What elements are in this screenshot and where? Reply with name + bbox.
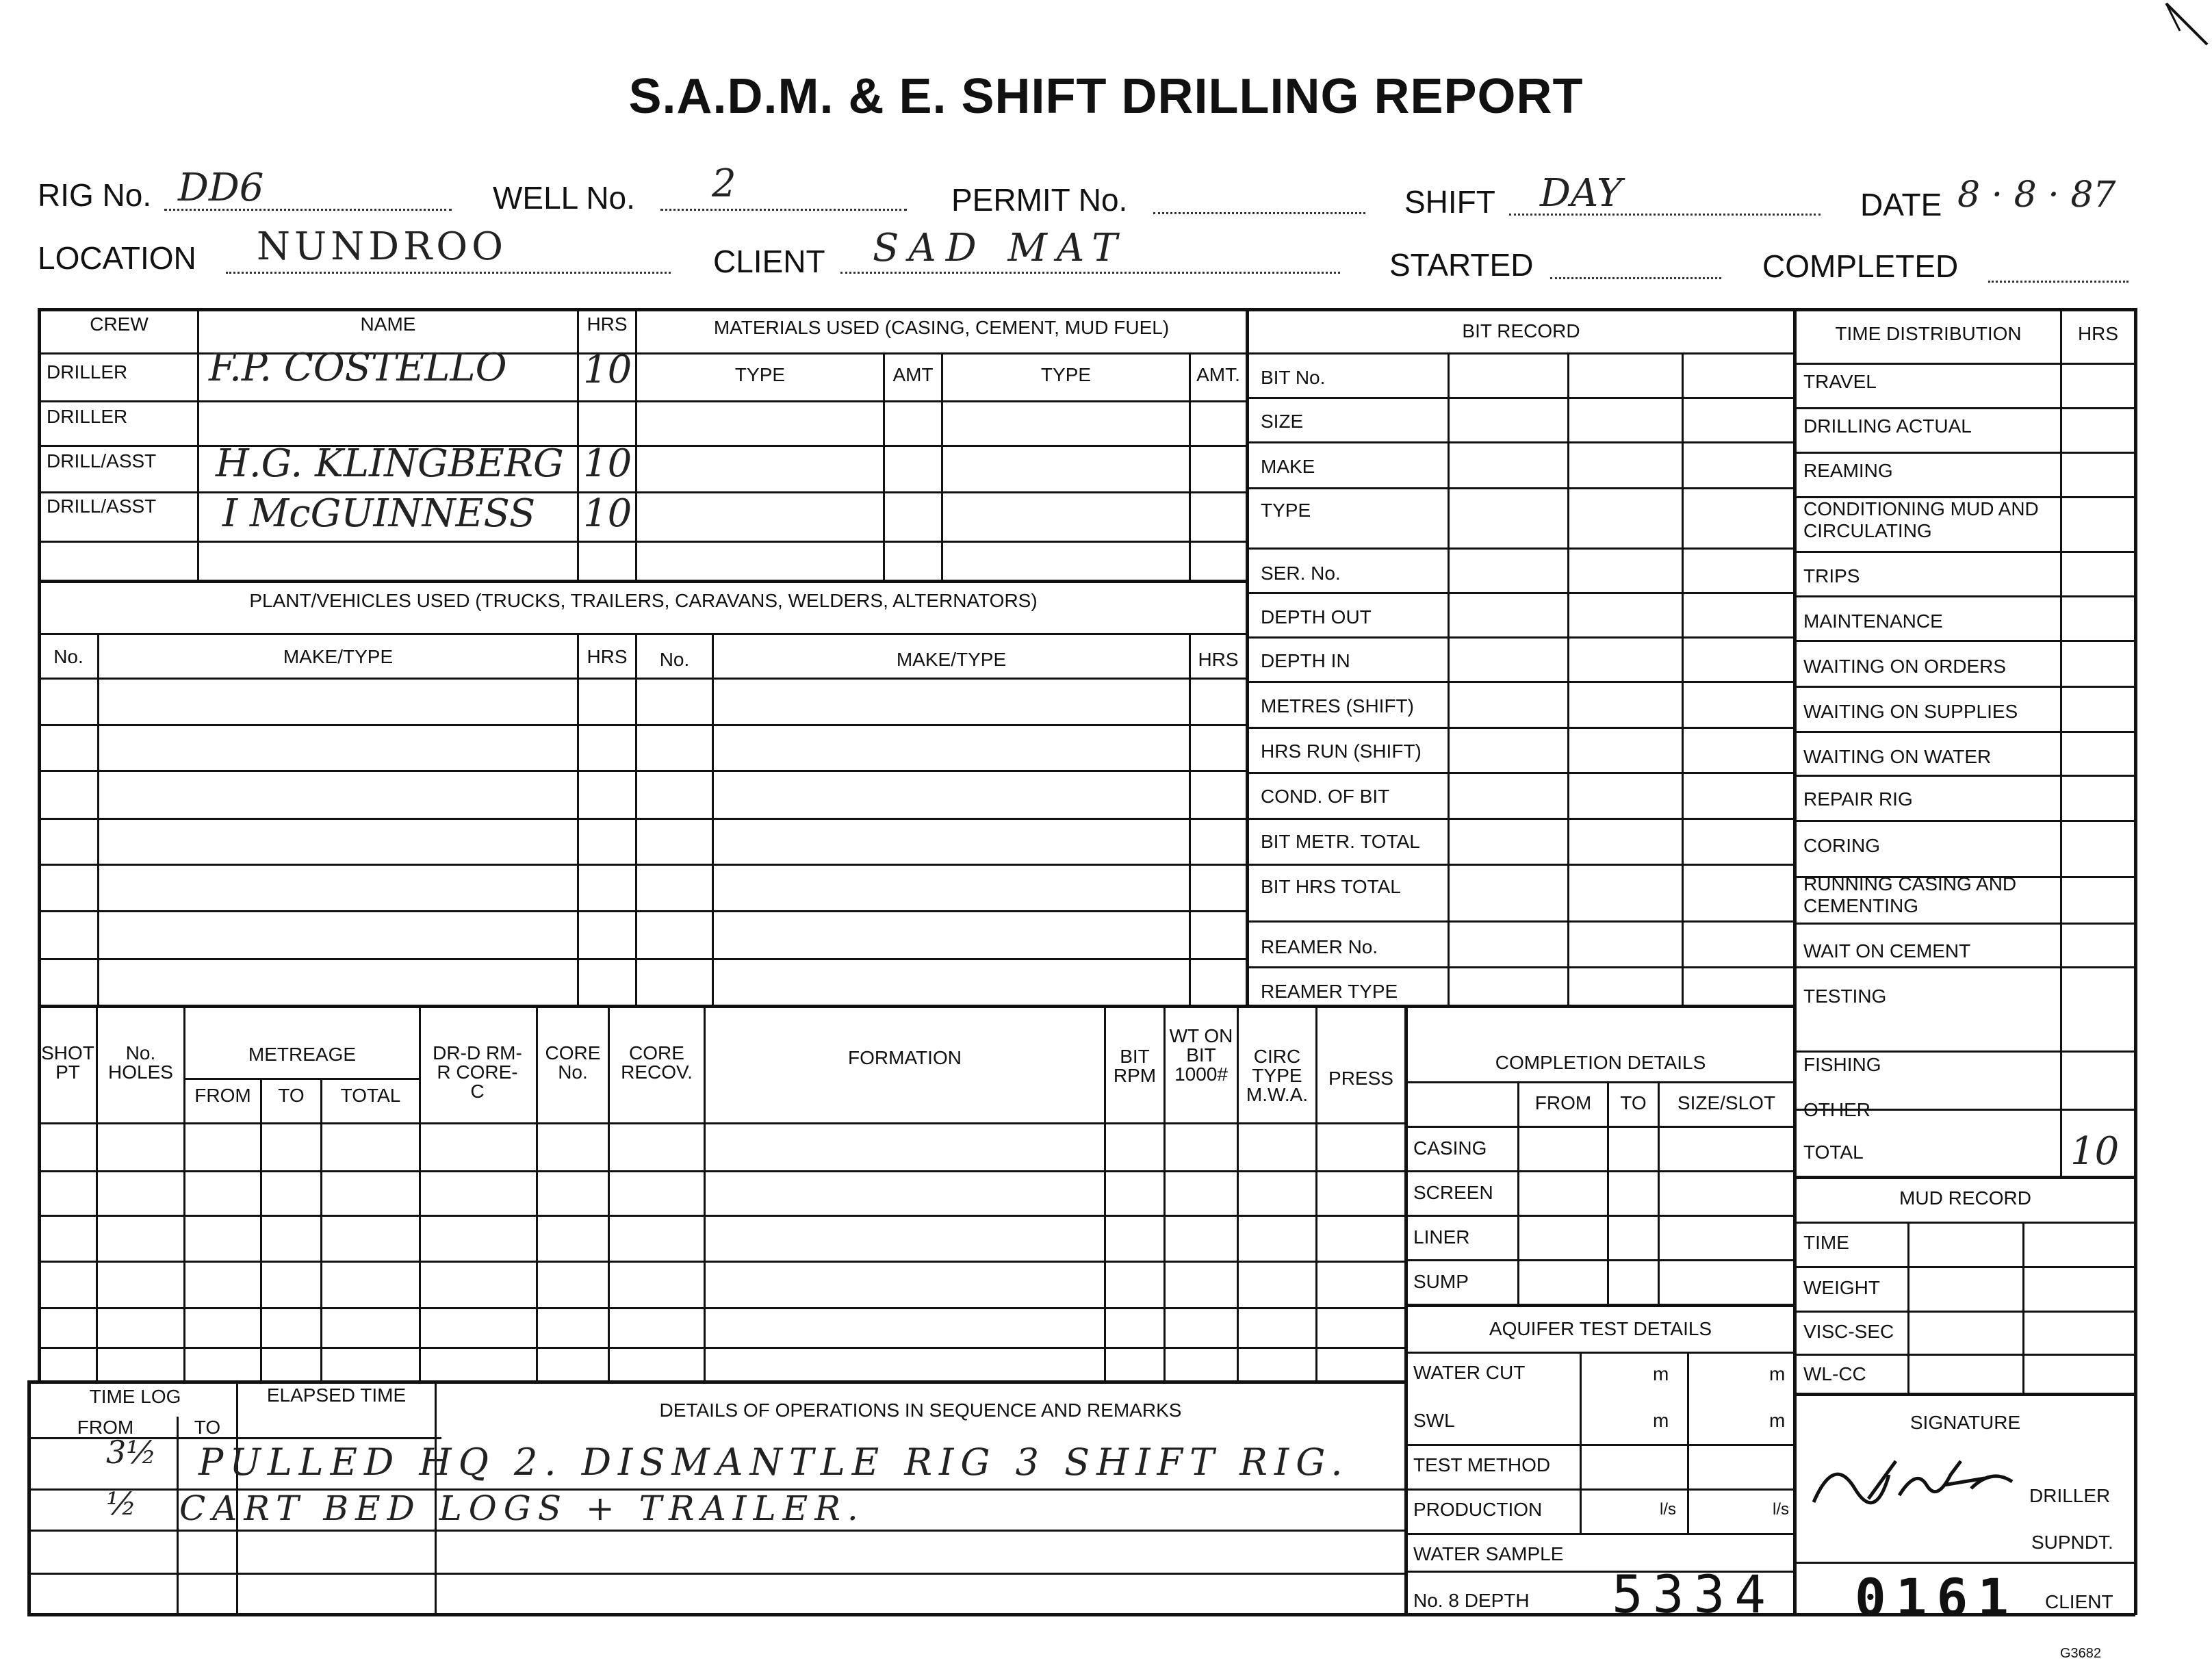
aquifer-water-cut-unit2: m — [1769, 1363, 1786, 1384]
td-total-value[interactable]: 10 — [2070, 1129, 2120, 1174]
aquifer-swl: SWL — [1413, 1410, 1455, 1431]
bit-record-header: BIT RECORD — [1462, 320, 1580, 341]
bit-row-reamer-no: REAMER No. — [1261, 936, 1378, 957]
divider-materials-bit — [1246, 308, 1249, 1006]
completion-from: FROM — [1534, 1092, 1592, 1113]
crew-hrs-3[interactable]: 10 — [583, 441, 632, 486]
started-line — [1550, 277, 1721, 279]
crew-name-4[interactable]: I McGUINNESS — [222, 491, 536, 536]
plant-make-col: MAKE/TYPE — [283, 646, 394, 667]
frame-left — [38, 308, 41, 1382]
bit-row-depth-out: DEPTH OUT — [1261, 606, 1372, 628]
aquifer-no8-depth: No. 8 DEPTH — [1413, 1590, 1530, 1611]
plant-hrs2-col: HRS — [1198, 649, 1239, 670]
timelog-text-2[interactable]: CART BED LOGS + TRAILER. — [179, 1488, 865, 1528]
bit-row-hrs-run: HRS RUN (SHIFT) — [1261, 740, 1422, 762]
break-crew-plant — [38, 580, 1248, 583]
mud-record-header: MUD RECORD — [1899, 1187, 2031, 1209]
client-label: CLIENT — [713, 244, 825, 279]
shift-label: SHIFT — [1404, 184, 1495, 220]
timelog-from: FROM — [77, 1417, 134, 1438]
materials-type2-col: TYPE — [1040, 364, 1092, 385]
shift-value[interactable]: DAY — [1540, 171, 1623, 216]
td-repair-rig: REPAIR RIG — [1803, 788, 1913, 810]
completion-to: TO — [1620, 1092, 1647, 1113]
bit-row-depth-in: DEPTH IN — [1261, 650, 1350, 671]
crew-col-header: CREW — [90, 313, 149, 335]
break-plant-drilling — [38, 1005, 1797, 1008]
frame-top — [38, 308, 2135, 311]
drill-formation: FORMATION — [848, 1047, 962, 1068]
break-drilling-timelog — [27, 1380, 1406, 1384]
crew-role-3: DRILL/ASST — [47, 450, 157, 472]
completion-screen: SCREEN — [1413, 1182, 1493, 1203]
drill-circ-type: CIRC TYPE M.W.A. — [1246, 1046, 1309, 1105]
plant-no-col: No. — [53, 646, 83, 667]
materials-type-col: TYPE — [734, 364, 786, 385]
aquifer-production: PRODUCTION — [1413, 1499, 1543, 1520]
location-label: LOCATION — [38, 240, 196, 276]
aquifer-header: AQUIFER TEST DETAILS — [1489, 1318, 1712, 1339]
time-dist-hrs-col: HRS — [2077, 323, 2119, 344]
crew-name-1[interactable]: F.P. COSTELLO — [209, 346, 507, 390]
td-reaming: REAMING — [1803, 460, 1893, 481]
time-dist-header: TIME DISTRIBUTION — [1835, 323, 2022, 344]
permit-label: PERMIT No. — [951, 182, 1128, 218]
timelog-elapsed-1[interactable]: 3½ — [106, 1434, 157, 1471]
crew-role-2: DRILLER — [47, 406, 128, 427]
completion-header: COMPLETION DETAILS — [1495, 1052, 1706, 1073]
rig-value[interactable]: DD6 — [178, 166, 264, 210]
td-testing: TESTING — [1803, 985, 1887, 1007]
aquifer-water-sample: WATER SAMPLE — [1413, 1543, 1564, 1564]
signature-header: SIGNATURE — [1909, 1412, 2021, 1433]
rig-label: RIG No. — [38, 177, 152, 213]
td-wait-cement: WAIT ON CEMENT — [1803, 940, 1971, 962]
stamp-number: 5334 — [1612, 1564, 1776, 1625]
materials-amt2-col: AMT. — [1196, 364, 1240, 385]
materials-amt-col: AMT — [892, 364, 934, 385]
well-label: WELL No. — [493, 180, 635, 216]
drill-bit-rpm: BIT RPM — [1113, 1046, 1157, 1086]
client-line — [840, 272, 1340, 274]
td-conditioning: CONDITIONING MUD AND CIRCULATING — [1803, 498, 2039, 541]
aquifer-swl-unit2: m — [1769, 1410, 1786, 1431]
aquifer-water-cut-unit1: m — [1653, 1363, 1669, 1384]
crew-hrs-col-header: HRS — [587, 313, 628, 335]
frame-right — [2134, 308, 2137, 1615]
td-waiting-orders: WAITING ON ORDERS — [1803, 656, 2007, 677]
drill-from: FROM — [194, 1085, 251, 1106]
name-col-header: NAME — [360, 313, 416, 335]
frame-bottom — [27, 1613, 2135, 1616]
permit-line — [1153, 212, 1365, 214]
drill-no-holes: No. HOLES — [108, 1042, 173, 1083]
td-total-label: TOTAL — [1803, 1142, 1864, 1163]
drill-wt-on-bit: WT ON BIT 1000# — [1169, 1025, 1233, 1085]
crew-hrs-4[interactable]: 10 — [583, 491, 632, 536]
plant-header: PLANT/VEHICLES USED (TRUCKS, TRAILERS, CARAVANS, WELDERS, ALTERNATORS) — [249, 590, 1038, 611]
started-label: STARTED — [1389, 247, 1534, 283]
td-waiting-supplies: WAITING ON SUPPLIES — [1803, 701, 2018, 722]
aquifer-water-cut: WATER CUT — [1413, 1362, 1526, 1383]
bit-row-metres-shift: METRES (SHIFT) — [1261, 695, 1414, 717]
timelog-text-1[interactable]: PULLED HQ 2. DISMANTLE RIG 3 SHIFT RIG. — [198, 1441, 1350, 1484]
signature-supndt-label: SUPNDT. — [2031, 1532, 2113, 1553]
timelog-to: TO — [194, 1417, 221, 1438]
mud-time: TIME — [1803, 1232, 1849, 1253]
client-number: 0161 — [1855, 1567, 2019, 1628]
form-code: G3682 — [2060, 1646, 2102, 1661]
completion-size-slot: SIZE/SLOT — [1677, 1092, 1776, 1113]
aquifer-production-unit2: l/s — [1773, 1500, 1789, 1519]
completion-casing: CASING — [1413, 1137, 1487, 1159]
completion-sump: SUMP — [1413, 1271, 1469, 1292]
crew-role-4: DRILL/ASST — [47, 495, 157, 517]
td-drilling-actual: DRILLING ACTUAL — [1803, 415, 1972, 437]
signature-driller-label: DRILLER — [2029, 1485, 2111, 1506]
frame-left-lower — [27, 1382, 31, 1615]
td-maintenance: MAINTENANCE — [1803, 610, 1943, 632]
drill-press: PRESS — [1328, 1068, 1393, 1089]
timelog-header: TIME LOG — [89, 1386, 181, 1407]
plant-no2-col: No. — [659, 649, 690, 670]
plant-hrs-col: HRS — [587, 646, 628, 667]
completed-label: COMPLETED — [1762, 248, 1959, 284]
bit-row-bit-no: BIT No. — [1261, 367, 1326, 388]
aquifer-swl-unit1: m — [1653, 1410, 1669, 1431]
bit-row-reamer-type: REAMER TYPE — [1261, 981, 1398, 1002]
crew-role-1: DRILLER — [47, 361, 128, 383]
bit-row-type: TYPE — [1261, 500, 1311, 521]
drill-core-no: CORE No. — [545, 1042, 601, 1083]
timelog-details-header: DETAILS OF OPERATIONS IN SEQUENCE AND REMARKS — [659, 1400, 1182, 1421]
td-waiting-water: WAITING ON WATER — [1803, 746, 1992, 767]
corner-mark — [2163, 0, 2211, 48]
mud-visc: VISC-SEC — [1803, 1321, 1894, 1342]
td-coring: CORING — [1803, 835, 1880, 856]
date-value[interactable]: 8 · 8 · 87 — [1957, 175, 2116, 216]
td-trips: TRIPS — [1803, 565, 1860, 586]
timelog-elapsed-2[interactable]: ½ — [106, 1485, 137, 1522]
well-value[interactable]: 2 — [712, 162, 736, 206]
client-value[interactable]: SAD MAT — [873, 226, 1127, 270]
crew-hrs-1[interactable]: 10 — [583, 348, 632, 392]
driller-signature — [1807, 1447, 2026, 1516]
completed-line — [1988, 281, 2129, 283]
drill-metreage: METREAGE — [248, 1044, 357, 1065]
bit-row-metr-total: BIT METR. TOTAL — [1261, 831, 1420, 852]
materials-header: MATERIALS USED (CASING, CEMENT, MUD FUEL) — [713, 317, 1170, 338]
crew-name-3[interactable]: H.G. KLINGBERG — [216, 441, 564, 486]
location-value[interactable]: NUNDROO — [257, 224, 508, 269]
bit-row-cond: COND. OF BIT — [1261, 786, 1390, 807]
td-running-casing: RUNNING CASING AND CEMENTING — [1803, 873, 2017, 916]
drill-shot-pt: SHOT PT — [41, 1042, 94, 1083]
td-other: OTHER — [1803, 1099, 1870, 1120]
mud-weight: WEIGHT — [1803, 1277, 1880, 1298]
bit-row-ser-no: SER. No. — [1261, 563, 1341, 584]
td-fishing: FISHING — [1803, 1054, 1881, 1075]
drill-drd: DR-D RM-R CORE-C — [433, 1042, 522, 1102]
mud-wl: WL-CC — [1803, 1363, 1866, 1384]
aquifer-test-method: TEST METHOD — [1413, 1454, 1551, 1475]
plant-make2-col: MAKE/TYPE — [896, 649, 1007, 670]
bit-row-size: SIZE — [1261, 411, 1304, 432]
divider-drill-completion — [1404, 1006, 1408, 1615]
report-title: S.A.D.M. & E. SHIFT DRILLING REPORT — [628, 69, 1584, 124]
well-line — [660, 209, 907, 211]
location-line — [226, 272, 671, 274]
completion-liner: LINER — [1413, 1226, 1470, 1248]
signature-client-label: CLIENT — [2045, 1591, 2113, 1612]
timelog-elapsed: ELAPSED TIME — [266, 1384, 407, 1406]
td-travel: TRAVEL — [1803, 371, 1877, 392]
bit-row-hrs-total: BIT HRS TOTAL — [1261, 876, 1401, 897]
date-label: DATE — [1860, 187, 1942, 222]
bit-row-make: MAKE — [1261, 456, 1315, 477]
drill-to: TO — [278, 1085, 305, 1106]
drill-core-recov: CORE RECOV. — [621, 1042, 693, 1083]
drill-total: TOTAL — [340, 1085, 401, 1106]
aquifer-production-unit1: l/s — [1660, 1500, 1676, 1519]
